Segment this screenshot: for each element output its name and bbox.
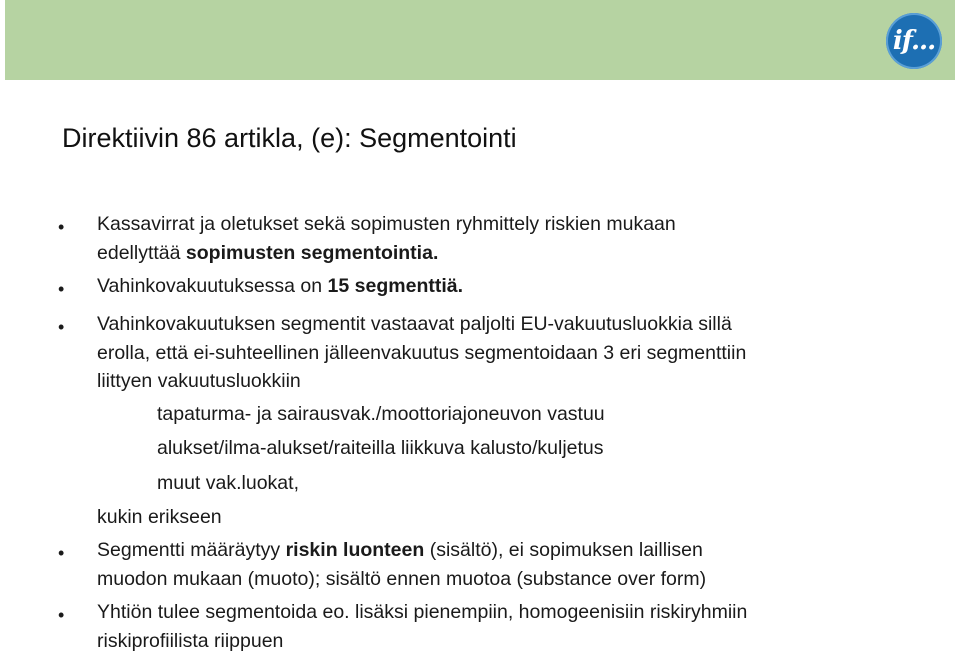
logo-text: if... (892, 26, 936, 56)
text-run: Yhtiön tulee segmentoida eo. lisäksi pienempiin, homogeenisiin riskiryhmiin (97, 601, 748, 623)
text-run: Vahinkovakuutuksessa on (97, 275, 328, 297)
slide-title: Direktiivin 86 artikla, (e): Segmentointi (62, 123, 517, 153)
text-run: erolla, että ei-suhteellinen jälleenvakuutus segmentoidaan 3 eri segmenttiin (97, 342, 747, 364)
bullet-line (97, 600, 747, 624)
sub-item: muut vak.luokat, (157, 472, 299, 494)
text-run: liittyen vakuutusluokkiin (97, 370, 301, 392)
bold-text: riskin luonteen (285, 539, 425, 561)
text-run: muodon mukaan (muoto); sisältö ennen muotoa (substance over form) (97, 568, 707, 590)
bullet-icon (58, 320, 66, 328)
text-run: (sisältö), ei sopimuksen laillisen (424, 539, 703, 561)
bullet-line (97, 567, 706, 591)
bullet-line (97, 241, 438, 265)
header-band (5, 0, 955, 80)
text-run: Vahinkovakuutuksen segmentit vastaavat paljolti EU-vakuutusluokkia sillä (97, 313, 732, 335)
bullet-line (97, 212, 676, 236)
bullet-icon (58, 608, 66, 616)
bullet-line (97, 341, 746, 365)
text-run: riskiprofiilista riippuen (97, 630, 284, 652)
sub-item: alukset/ilma-alukset/raiteilla liikkuva kalusto/kuljetus (157, 437, 604, 459)
bullet-line (97, 312, 732, 336)
bullet-line (97, 274, 463, 298)
bullet-icon (58, 220, 66, 228)
text-run: Segmentti määräytyy (97, 539, 286, 561)
bullet-icon (58, 546, 66, 554)
bullet-line (97, 629, 283, 653)
tail-line: kukin erikseen (97, 506, 222, 528)
bold-text: 15 segmenttiä. (327, 275, 464, 297)
sub-item: tapaturma- ja sairausvak./moottoriajoneuvon vastuu (157, 403, 605, 425)
bullet-line (97, 538, 703, 562)
if-logo (886, 13, 942, 69)
bullet-icon (58, 282, 66, 290)
bullet-line (97, 369, 301, 393)
bold-text: sopimusten segmentointia. (185, 242, 439, 264)
text-run: edellyttää (97, 242, 186, 264)
text-run: Kassavirrat ja oletukset sekä sopimusten ryhmittely riskien mukaan (97, 213, 676, 235)
